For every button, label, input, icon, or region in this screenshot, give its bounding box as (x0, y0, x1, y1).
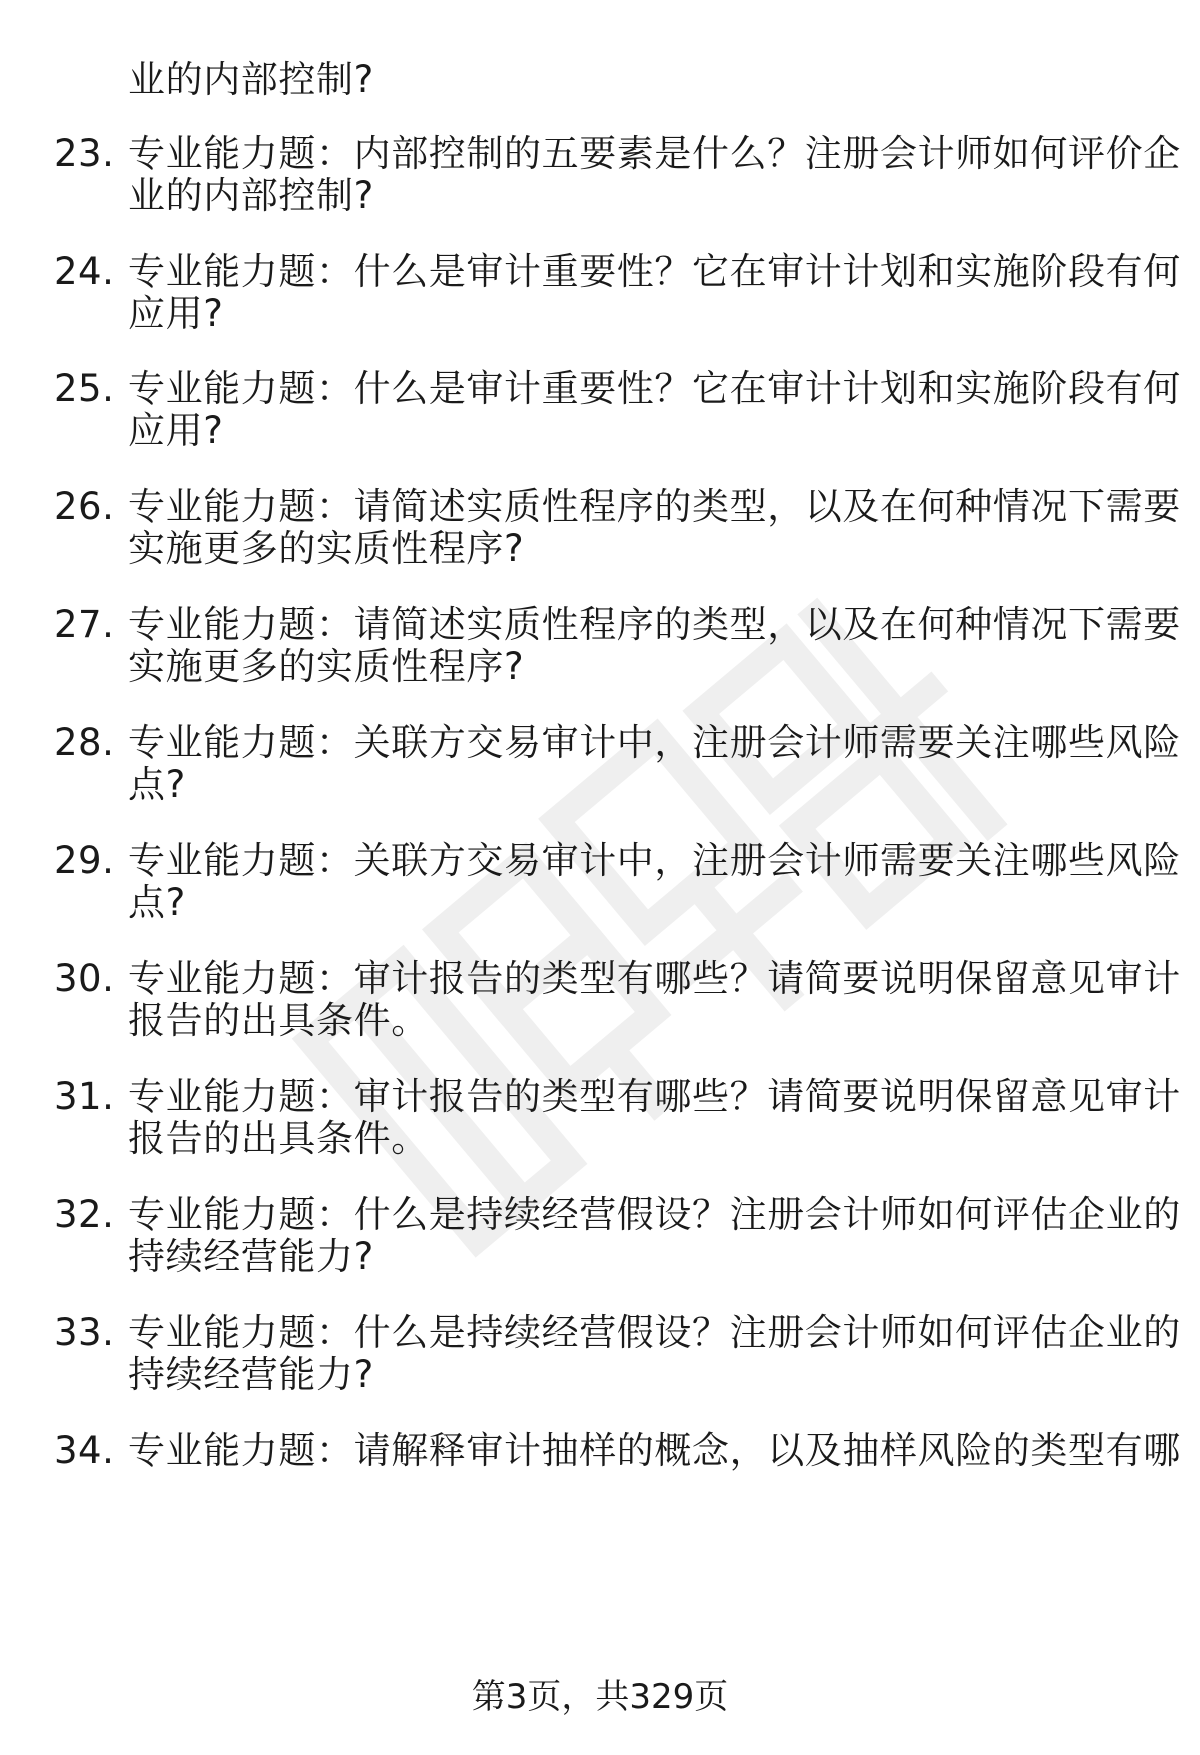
question-text-line1: 专业能力题：请简述实质性程序的类型，以及在何种情况下需要 (128, 603, 1181, 646)
question-text-line2: 应用? (128, 409, 224, 452)
question-text-line1: 专业能力题：关联方交易审计中，注册会计师需要关注哪些风险 (128, 839, 1181, 882)
question-number: 34. (54, 1429, 115, 1472)
question-text-line1: 专业能力题：什么是持续经营假设？注册会计师如何评估企业的 (128, 1193, 1181, 1236)
question-number: 29. (54, 839, 115, 882)
question-text-line1: 专业能力题：什么是持续经营假设？注册会计师如何评估企业的 (128, 1311, 1181, 1354)
question-number: 25. (54, 367, 115, 410)
question-text-line1: 专业能力题：审计报告的类型有哪些？请简要说明保留意见审计 (128, 1075, 1181, 1118)
question-text-line2: 持续经营能力? (128, 1235, 374, 1278)
question-text-line2: 点? (128, 881, 186, 924)
question-text-line1: 专业能力题：什么是审计重要性？它在审计计划和实施阶段有何 (128, 250, 1181, 293)
question-text-line2: 报告的出具条件。 (128, 999, 429, 1042)
question-text-line1: 专业能力题：什么是审计重要性？它在审计计划和实施阶段有何 (128, 367, 1181, 410)
question-text-line1: 专业能力题：请解释审计抽样的概念，以及抽样风险的类型有哪 (128, 1429, 1181, 1472)
question-text-line1: 专业能力题：内部控制的五要素是什么？注册会计师如何评价企 (128, 132, 1181, 175)
continuation-text: 业的内部控制? (128, 58, 374, 101)
question-number: 26. (54, 485, 115, 528)
question-text-line1: 专业能力题：关联方交易审计中，注册会计师需要关注哪些风险 (128, 721, 1181, 764)
question-number: 31. (54, 1075, 115, 1118)
question-number: 28. (54, 721, 115, 764)
question-number: 32. (54, 1193, 115, 1236)
question-text-line2: 报告的出具条件。 (128, 1117, 429, 1160)
page-number-footer: 第3页，共329页 (471, 1677, 729, 1717)
question-text-line2: 实施更多的实质性程序? (128, 645, 525, 688)
question-text-line2: 应用? (128, 292, 224, 335)
question-text-line2: 点? (128, 763, 186, 806)
question-number: 24. (54, 250, 115, 293)
question-text-line1: 专业能力题：审计报告的类型有哪些？请简要说明保留意见审计 (128, 957, 1181, 1000)
question-text-line2: 实施更多的实质性程序? (128, 527, 525, 570)
question-number: 30. (54, 957, 115, 1000)
question-number: 27. (54, 603, 115, 646)
question-number: 33. (54, 1311, 115, 1354)
question-text-line2: 业的内部控制? (128, 174, 374, 217)
question-text-line1: 专业能力题：请简述实质性程序的类型，以及在何种情况下需要 (128, 485, 1181, 528)
question-text-line2: 持续经营能力? (128, 1353, 374, 1396)
question-number: 23. (54, 132, 115, 175)
